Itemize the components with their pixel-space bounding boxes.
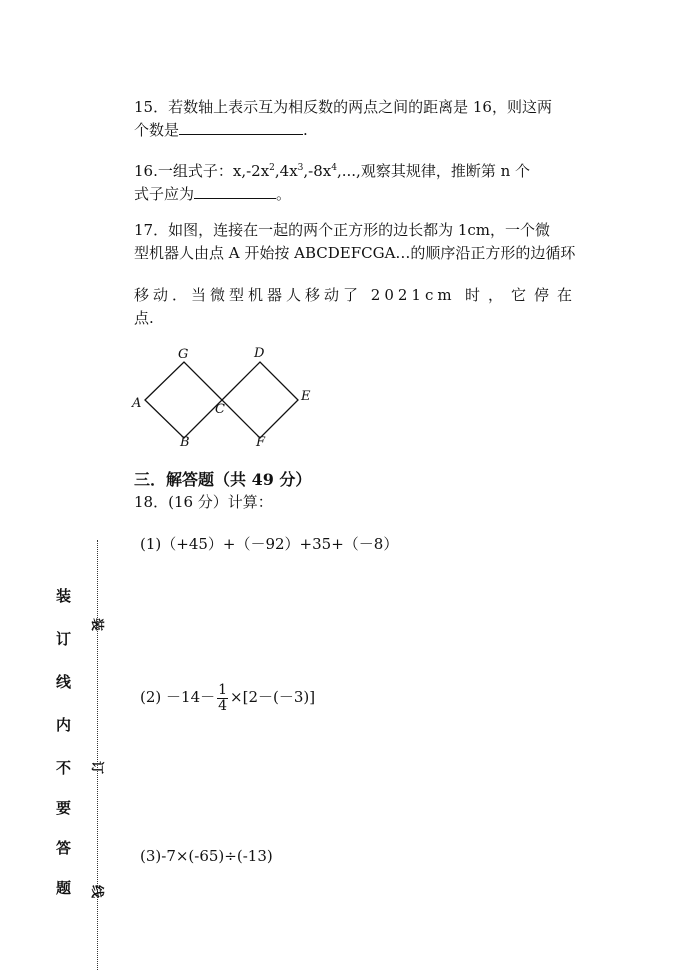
q15-line2-text: 个数是 <box>134 121 180 139</box>
binding-label-xian: 线 <box>89 884 105 899</box>
q15-line2 <box>134 119 308 140</box>
label-c: C <box>215 402 225 417</box>
margin-char: 题 <box>56 879 72 897</box>
calc-part-2-a: －14－ <box>166 688 216 706</box>
margin-char: 答 <box>56 839 72 857</box>
label-b: B <box>180 435 190 450</box>
left-square <box>145 362 222 438</box>
binding-label-zhuang: 装 <box>89 617 105 632</box>
margin-char: 订 <box>56 630 72 648</box>
q15-answer-blank[interactable] <box>179 119 303 135</box>
q17-line1: 17．如图，连接在一起的两个正方形的边长都为 1cm，一个微 <box>134 221 551 239</box>
binding-label-ding: 订 <box>89 760 105 775</box>
q18-heading: 18．(16 分）计算： <box>134 493 273 511</box>
q16-text-a: 16.一组式子：x,-2x <box>134 162 270 180</box>
q15-line1: 15．若数轴上表示互为相反数的两点之间的距离是 16，则这两 <box>134 98 552 116</box>
fraction-denominator: 4 <box>218 697 228 714</box>
q16-line1 <box>134 161 530 181</box>
margin-char: 不 <box>56 759 72 777</box>
section3-heading: 三．解答题（共 49 分） <box>134 470 312 489</box>
q17-line2: 型机器人由点 A 开始按 ABCDEFCGA…的顺序沿正方形的边循环 <box>134 244 576 262</box>
two-squares-figure <box>128 342 328 452</box>
binding-dotted-line <box>97 540 98 970</box>
margin-char: 装 <box>56 587 72 605</box>
q16-text-d: ,...,观察其规律，推断第 n 个 <box>336 162 531 180</box>
margin-char: 内 <box>56 716 72 734</box>
label-a: A <box>132 396 142 411</box>
q16-sup-1: 2 <box>269 163 275 173</box>
q17-line3-b: 时，它停在 <box>465 286 581 304</box>
q15-line2-end: . <box>303 121 308 139</box>
fraction-numerator: 1 <box>218 681 228 698</box>
q16-answer-blank[interactable] <box>194 183 276 199</box>
fraction-one-quarter <box>217 683 228 714</box>
label-d: D <box>254 346 265 361</box>
calc-part-2-label: (2) <box>140 688 162 706</box>
margin-char: 线 <box>56 673 72 691</box>
q16-text-c: ,-8x <box>303 162 332 180</box>
label-e: E <box>301 389 311 404</box>
q17-line3-a: 移动．当微型机器人移动了 2021cm <box>134 286 456 304</box>
label-f: F <box>256 435 266 450</box>
q16-line2-text: 式子应为 <box>134 185 195 203</box>
q16-text-b: ,4x <box>274 162 298 180</box>
q17-line4: 点. <box>134 309 154 327</box>
calc-part-2 <box>140 680 315 714</box>
calc-part-2-b: ×[2－(－3)] <box>230 688 316 706</box>
q16-sup-3: 4 <box>331 163 337 173</box>
q16-line2-end: 。 <box>276 185 292 203</box>
calc-part-1: (1)（+45）+（－92）+35+（－8） <box>140 535 399 553</box>
right-square <box>222 362 298 438</box>
margin-char: 要 <box>56 799 72 817</box>
q16-line2 <box>134 183 291 204</box>
q16-sup-2: 3 <box>297 163 304 173</box>
calc-part-3: (3)-7×(-65)÷(-13) <box>140 847 273 865</box>
label-g: G <box>178 347 189 362</box>
